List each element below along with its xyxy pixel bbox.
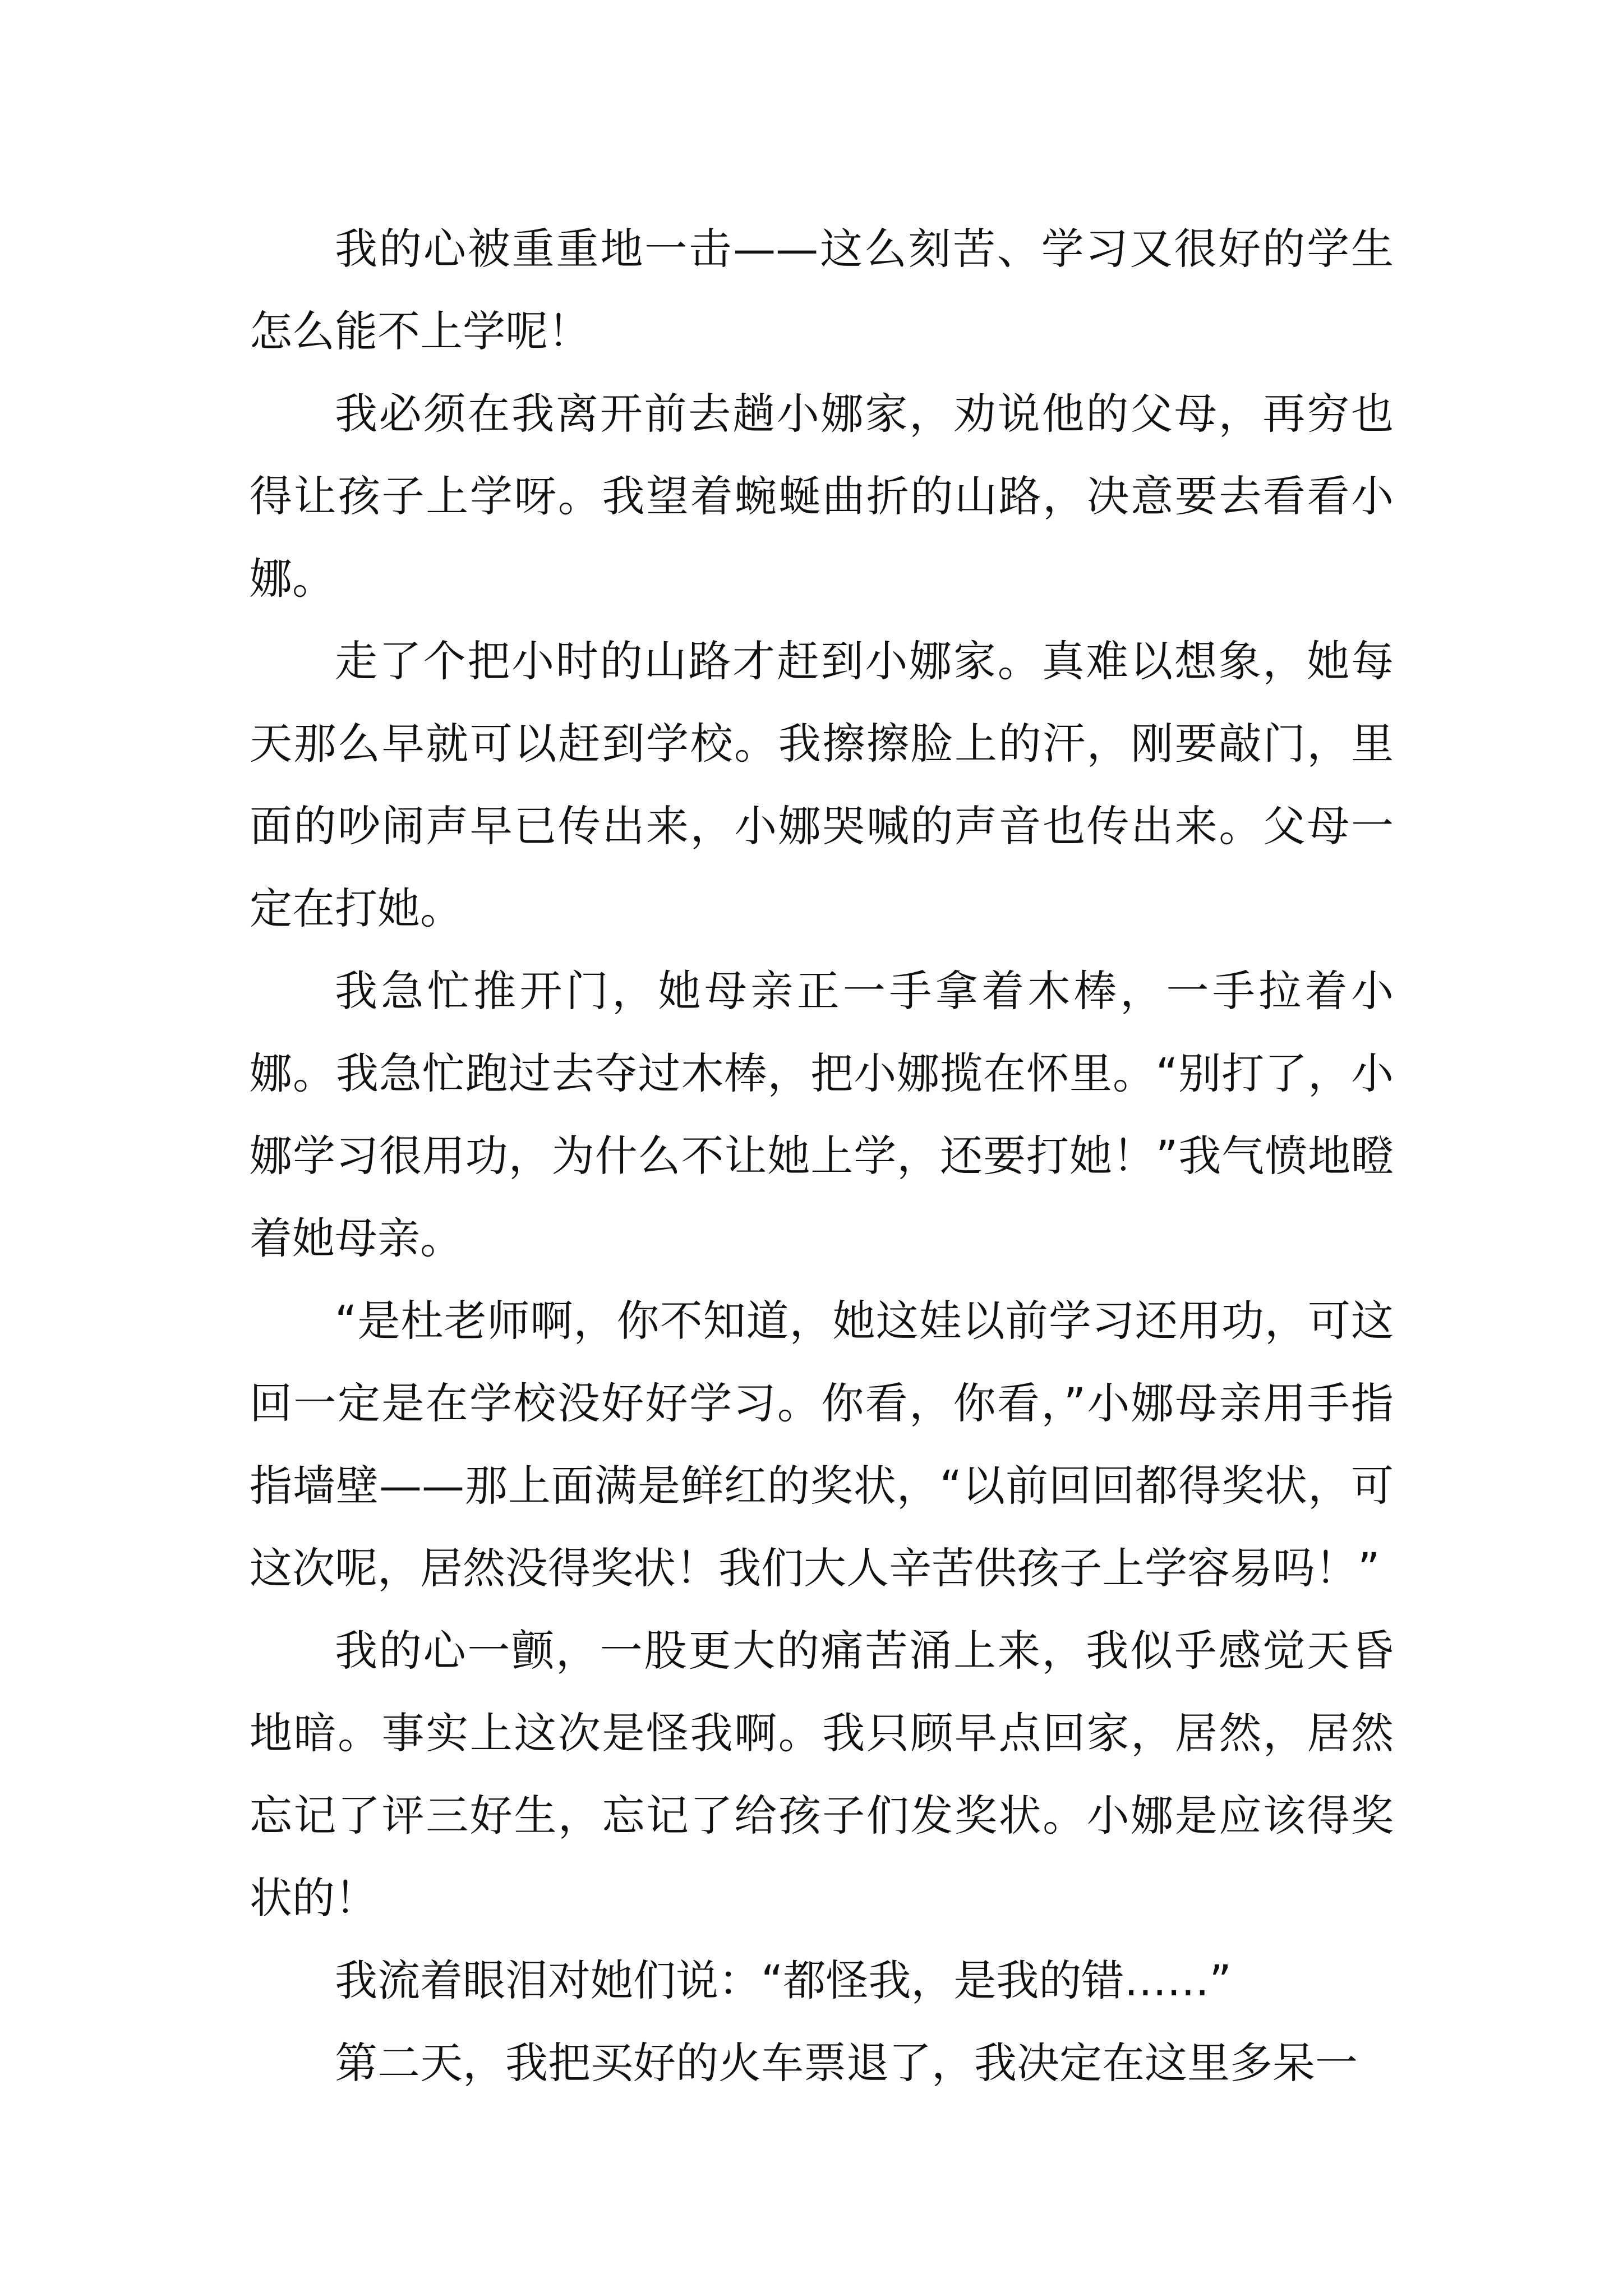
paragraph-6: 我的心一颤，一股更大的痛苦涌上来，我似乎感觉天昏地暗。事实上这次是怪我啊。我只顾早点回家，居然，居然忘记了评三好生，忘记了给孩子们发奖状。小娜是应该得奖状的！	[250, 1626, 1394, 1923]
paragraph-5: “是杜老师啊，你不知道，她这娃以前学习还用功，可这回一定是在学校没好好学习。你看，你看，”小娜母亲用手指指墙壁——那上面满是鲜红的奖状，“以前回回都得奖状，可这次呢，居然没得奖状！我们大人辛苦供孩子上学容易吗！”	[250, 1296, 1394, 1593]
paragraph-4: 我急忙推开门，她母亲正一手拿着木棒，一手拉着小娜。我急忙跑过去夺过木棒，把小娜揽在怀里。“别打了，小娜学习很用功，为什么不让她上学，还要打她！”我气愤地瞪着她母亲。	[250, 966, 1394, 1263]
paragraph-1: 我的心被重重地一击——这么刻苦、学习又很好的学生怎么能不上学呢！	[250, 224, 1394, 356]
document-body	[250, 208, 1394, 2104]
paragraph-8: 第二天，我把买好的火车票退了，我决定在这里多呆一	[335, 2038, 1358, 2088]
paragraph-3: 走了个把小时的山路才赶到小娜家。真难以想象，她每天那么早就可以赶到学校。我擦擦脸上的汗，刚要敲门，里面的吵闹声早已传出来，小娜哭喊的声音也传出来。父母一定在打她。	[250, 636, 1394, 933]
paragraph-2: 我必须在我离开前去趟小娜家，劝说他的父母，再穷也得让孩子上学呀。我望着蜿蜒曲折的山路，决意要去看看小娜。	[250, 389, 1394, 604]
paragraph-7: 我流着眼泪对她们说：“都怪我，是我的错……”	[335, 1955, 1232, 2005]
